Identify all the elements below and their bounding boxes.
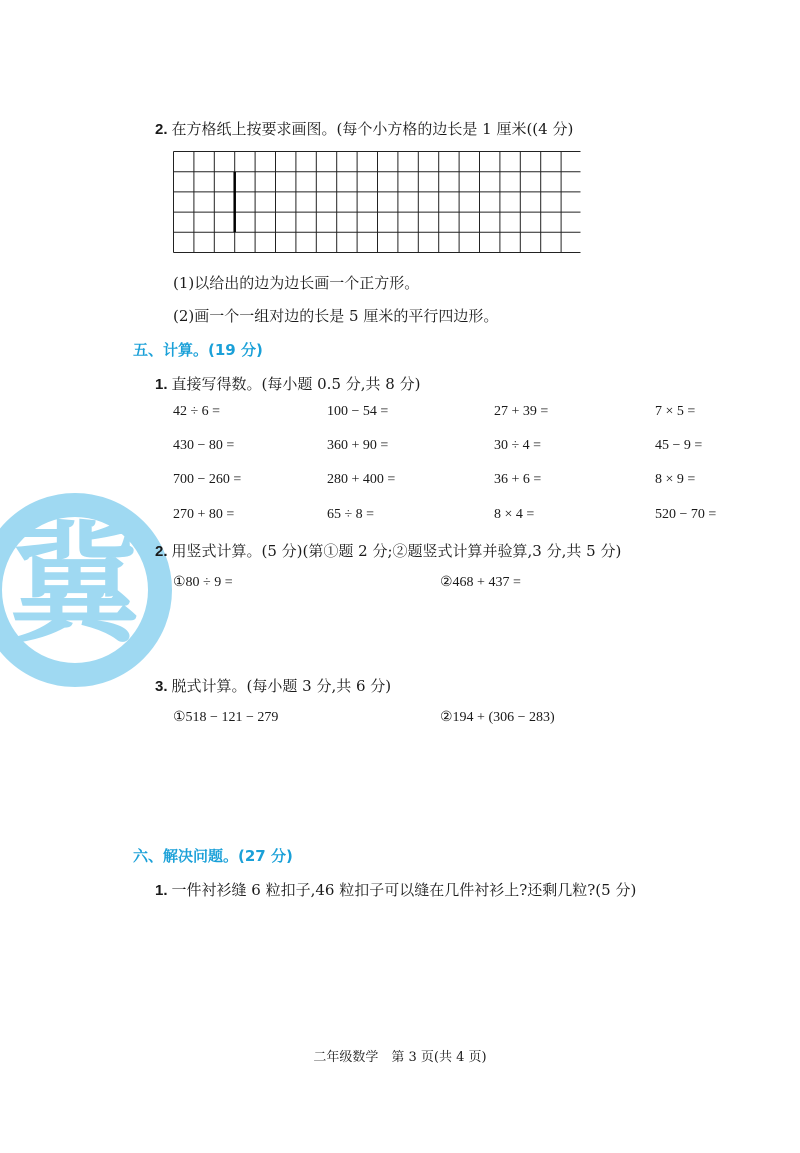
calc-item: 7 × 5 = <box>655 404 696 419</box>
question-direct-answer <box>155 373 420 394</box>
question-word-problem <box>155 879 636 900</box>
question-step-calc <box>155 675 391 696</box>
step-calc-item-2: ②194 + (306 − 283) <box>440 710 555 725</box>
calc-item: 280 + 400 = <box>327 472 396 487</box>
calc-item: 65 ÷ 8 = <box>327 507 375 522</box>
calc-item: 8 × 9 = <box>655 472 696 487</box>
grid-paper[interactable] <box>173 151 581 253</box>
step-calc-item-1: ①518 − 121 − 279 <box>173 710 279 725</box>
vertical-calc-item-2: ②468 + 437 = <box>440 575 521 590</box>
question-text: 脱式计算。(每小题 3 分,共 6 分) <box>171 677 392 695</box>
calc-item: 27 + 39 = <box>494 404 549 419</box>
question-text: 直接写得数。(每小题 0.5 分,共 8 分) <box>171 375 421 393</box>
question-grid-drawing <box>155 118 573 139</box>
watermark-char: 冀 <box>9 509 141 661</box>
vertical-calc-item-1: ①80 ÷ 9 = <box>173 575 233 590</box>
question-number: 1. <box>155 376 168 393</box>
calc-item: 360 + 90 = <box>327 438 389 453</box>
calc-item: 45 − 9 = <box>655 438 703 453</box>
question-text: 在方格纸上按要求画图。(每个小方格的边长是 1 厘米((4 分) <box>171 120 574 138</box>
watermark-stamp <box>0 470 175 710</box>
question-text: 一件衬衫缝 6 粒扣子,46 粒扣子可以缝在几件衬衫上?还剩几粒?(5 分) <box>171 881 637 899</box>
question-number: 2. <box>155 121 168 138</box>
calc-item: 42 ÷ 6 = <box>173 404 221 419</box>
calc-item: 8 × 4 = <box>494 507 535 522</box>
question-number: 1. <box>155 882 168 899</box>
section-title-problem-solving: 六、解决问题。(27 分) <box>133 847 293 865</box>
grid-sub-question-1: (1)以给出的边为边长画一个正方形。 <box>173 274 420 292</box>
question-number: 3. <box>155 678 168 695</box>
question-vertical-calc <box>155 540 621 561</box>
calc-item: 30 ÷ 4 = <box>494 438 542 453</box>
calc-item: 430 − 80 = <box>173 438 235 453</box>
calc-item: 700 − 260 = <box>173 472 242 487</box>
calc-item: 520 − 70 = <box>655 507 717 522</box>
section-title-calculation: 五、计算。(19 分) <box>133 341 263 359</box>
grid-sub-question-2: (2)画一个一组对边的长是 5 厘米的平行四边形。 <box>173 307 499 325</box>
calc-item: 100 − 54 = <box>327 404 389 419</box>
page-footer: 二年级数学 第 3 页(共 4 页) <box>313 1050 487 1065</box>
calc-item: 270 + 80 = <box>173 507 235 522</box>
question-number: 2. <box>155 543 168 560</box>
calc-item: 36 + 6 = <box>494 472 542 487</box>
question-text: 用竖式计算。(5 分)(第①题 2 分;②题竖式计算并验算,3 分,共 5 分) <box>171 542 622 560</box>
